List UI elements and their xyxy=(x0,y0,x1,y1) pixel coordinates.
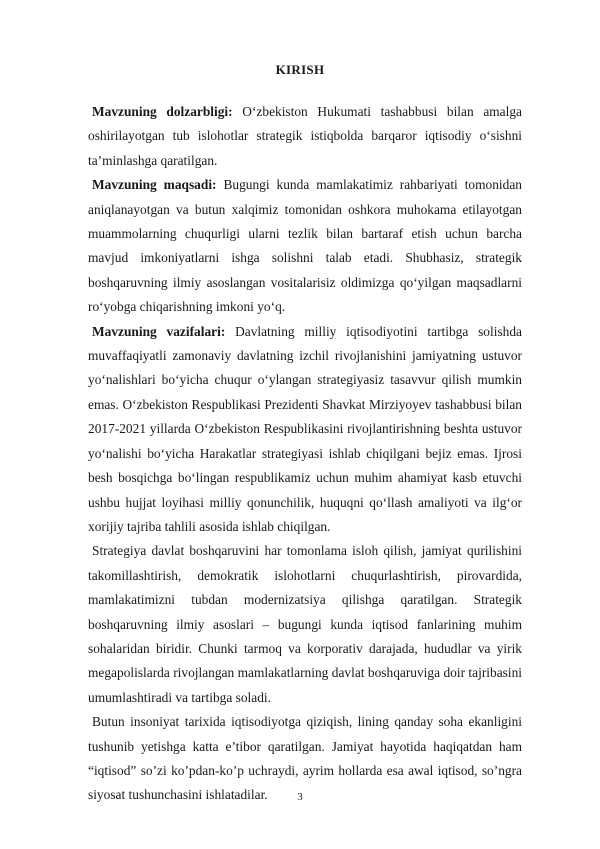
page-number: 3 xyxy=(297,791,303,803)
paragraph-lead: Mavzuning vazifalari: xyxy=(92,323,226,339)
paragraph-tasks xyxy=(88,320,522,540)
paragraph-goal xyxy=(88,173,522,319)
paragraph-text: Strategiya davlat boshqaruvini har tomonlama isloh qilish, jamiyat qurilishini takomillashtirish, demokratik islohotlarni chuqurlashtirish, pirovardida, mamlakatimizni tubdan modernizatsiya qilishga qaratilgan. Strategik boshqaruvning ilmiy asoslari – bugungi kunda iqtisod fanlarining muhim sohalaridan biridir. Chunki tarmoq va korporativ darajada, hududlar va yirik megapolislarda rivojlangan mamlakatlarning davlat boshqaruviga doir tajribasini umumlashtiradi va tartibga soladi. xyxy=(88,543,522,705)
paragraph-relevance xyxy=(88,100,522,173)
paragraph-lead: Mavzuning maqsadi: xyxy=(92,177,217,193)
paragraph-text: Davlatning milliy iqtisodiyotini tartibga solishda muvaffaqiyatli zamonaviy davlatning izchil rivojlanishini jamiyatning ustuvor yo‘nalishlari bo‘yicha chuqur o‘ylangan strategiyasiz tasavvur qilish mumkin emas. O‘zbekiston Respublikasi Prezidenti Shavkat Mirziyoyev tashabbusi bilan 2017-2021 yillarda O‘zbekiston Respublikasini rivojlantirishning beshta ustuvor yo‘nalishi bo‘yicha Harakatlar strategiyasi ishlab chiqilgani bejiz emas. Ijrosi besh bosqichga bo‘lingan respublikamiz uchun muhim ahamiyat kasb etuvchi ushbu hujjat loyihasi milliy qonunchilik, huquqni qo‘llash amaliyoti va ilg‘or xorijiy tajriba tahlili asosida ishlab chiqilgan. xyxy=(88,323,522,534)
paragraph-text: Bugungi kunda mamlakatimiz rahbariyati tomonidan aniqlanayotgan va butun xalqimiz tomonidan oshkora muhokama etilayotgan muammolarning chuqurligi ularni tezlik bilan bartaraf etish uchun barcha mavjud imkoniyatlarni ishga solishni talab etadi. Shubhasiz, strategik boshqaruvning ilmiy asoslangan vositalarisiz oldimizga qo‘yilgan maqsadlarni ro‘yobga chiqarishning imkoni yo‘q. xyxy=(88,177,522,315)
paragraph-text: Butun insoniyat tarixida iqtisodiyotga qiziqish, lining qanday soha ekanligini tushunib yetishga katta e’tibor qaratilgan. Jamiyat hayotida haqiqatdan ham “iqtisod” so’zi ko’pdan-ko’p uchraydi, ayrim hollarda esa awal iqtisod, so’ngra siyosat tushunchasini ishlatadilar. xyxy=(88,714,522,803)
page-title: KIRISH xyxy=(275,62,325,77)
paragraph-strategy xyxy=(88,539,522,710)
paragraph-text: O‘zbekiston Hukumati tashabbusi bilan amalga oshirilayotgan tub islohotlar strategik istiqbolda barqaror iqtisodiy o‘sishni ta’minlashga qaratilgan. xyxy=(88,104,522,168)
paragraph-lead: Mavzuning dolzarbligi: xyxy=(92,104,233,119)
document-body xyxy=(88,100,522,808)
